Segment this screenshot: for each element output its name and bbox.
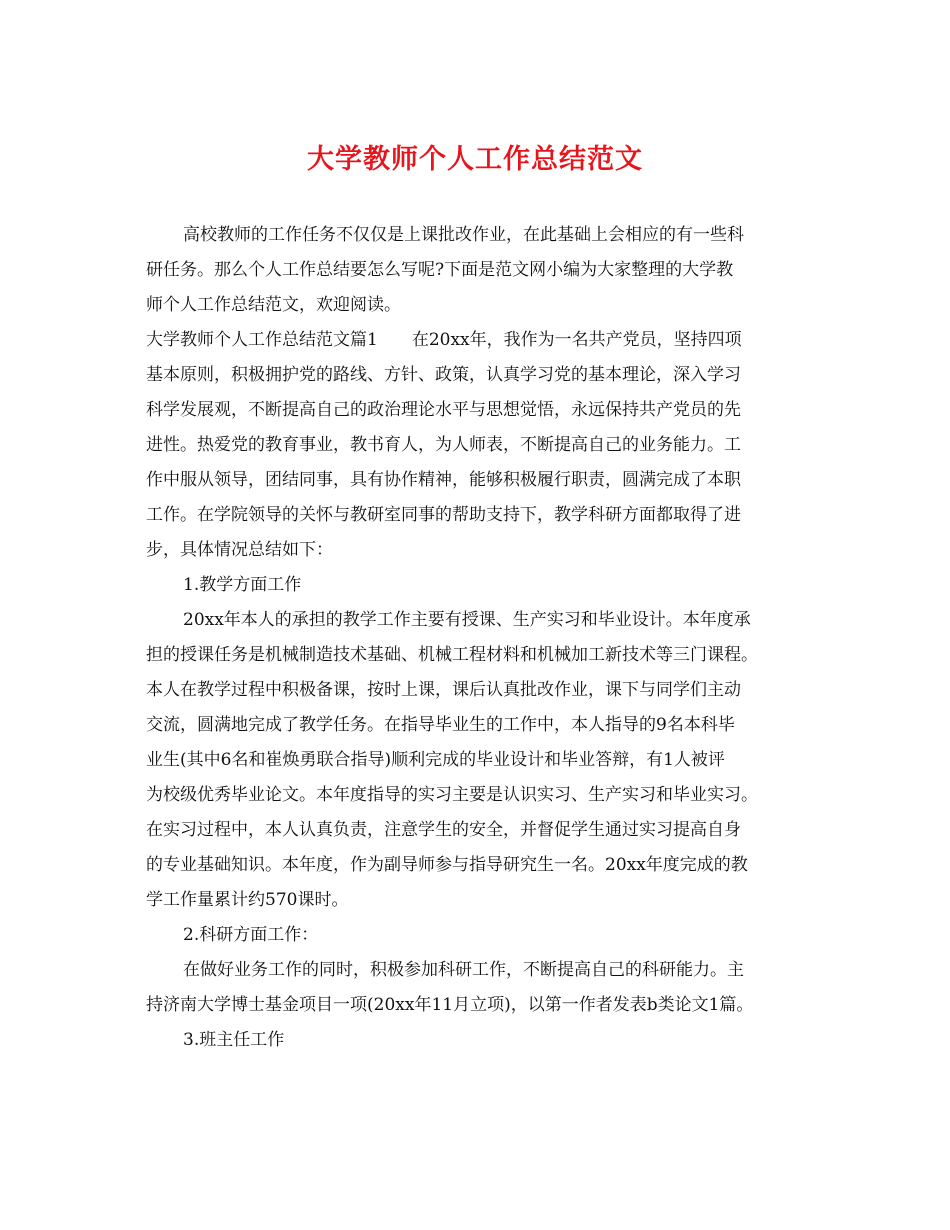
body-line: 大学教师个人工作总结范文篇1 在20xx年，我作为一名共产党员，坚持四项 xyxy=(146,330,742,350)
document-title: 大学教师个人工作总结范文 xyxy=(307,144,643,175)
body-line: 20xx年本人的承担的教学工作主要有授课、生产实习和毕业设计。本年度承 xyxy=(183,610,751,630)
body-line: 在做好业务工作的同时，积极参加科研工作，不断提高自己的科研能力。主 xyxy=(183,960,744,980)
document-body xyxy=(146,218,816,1058)
body-line: 科学发展观，不断提高自己的政治理论水平与思想觉悟，永远保持共产党员的先 xyxy=(146,400,741,420)
body-line: 担的授课任务是机械制造技术基础、机械工程材料和机械加工新技术等三门课程。 xyxy=(146,645,758,665)
body-line: 基本原则，积极拥护党的路线、方针、政策，认真学习党的基本理论，深入学习 xyxy=(146,365,741,385)
body-line: 研任务。那么个人工作总结要怎么写呢?下面是范文网小编为大家整理的大学教 xyxy=(146,260,734,280)
body-line: 持济南大学博士基金项目一项(20xx年11月立项)，以第一作者发表b类论文1篇。 xyxy=(146,995,754,1015)
body-line: 作中服从领导，团结同事，具有协作精神，能够积极履行职责，圆满完成了本职 xyxy=(146,470,741,490)
body-line: 的专业基础知识。本年度，作为副导师参与指导研究生一名。20xx年度完成的教 xyxy=(146,855,748,875)
body-line: 本人在教学过程中积极备课，按时上课，课后认真批改作业，课下与同学们主动 xyxy=(146,680,741,700)
body-line: 1.教学方面工作 xyxy=(183,575,302,595)
body-line: 师个人工作总结范文，欢迎阅读。 xyxy=(146,295,401,315)
body-line: 工作。在学院领导的关怀与教研室同事的帮助支持下，教学科研方面都取得了进 xyxy=(146,505,741,525)
body-line: 步，具体情况总结如下： xyxy=(146,540,333,560)
body-line: 3.班主任工作 xyxy=(183,1030,285,1050)
body-line: 高校教师的工作任务不仅仅是上课批改作业，在此基础上会相应的有一些科 xyxy=(183,225,744,245)
body-line: 业生(其中6名和崔焕勇联合指导)顺利完成的毕业设计和毕业答辩，有1人被评 xyxy=(146,750,725,770)
body-line: 在实习过程中，本人认真负责，注意学生的安全，并督促学生通过实习提高自身 xyxy=(146,820,741,840)
body-line: 2.科研方面工作： xyxy=(183,925,319,945)
body-line: 进性。热爱党的教育事业，教书育人，为人师表，不断提高自己的业务能力。工 xyxy=(146,435,741,455)
body-line: 为校级优秀毕业论文。本年度指导的实习主要是认识实习、生产实习和毕业实习。 xyxy=(146,785,758,805)
body-line: 交流，圆满地完成了教学任务。在指导毕业生的工作中，本人指导的9名本科毕 xyxy=(146,715,735,735)
body-line: 学工作量累计约570课时。 xyxy=(146,890,349,910)
